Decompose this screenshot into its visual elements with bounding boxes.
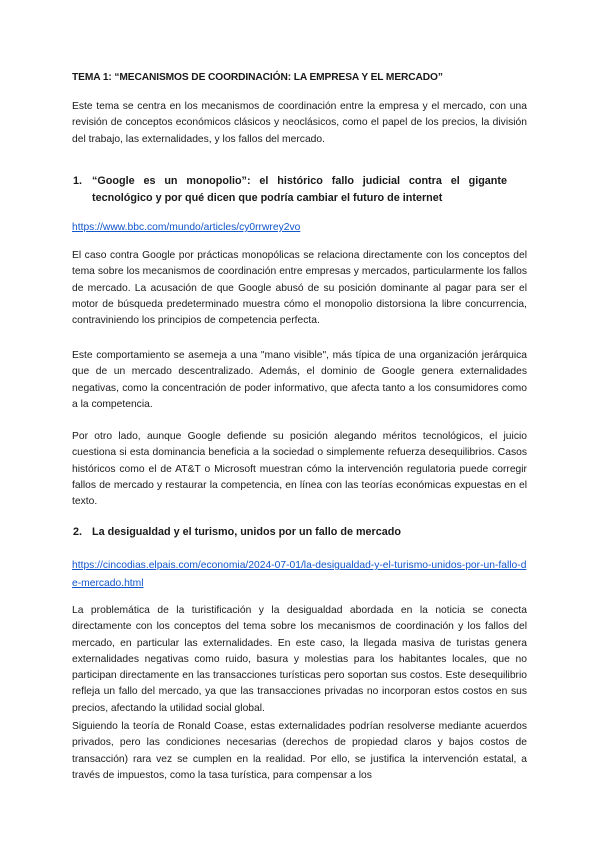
section-1-link-line [72, 218, 527, 236]
section-1-title: “Google es un monopolio”: el histórico fallo judicial contra el gigante tecnológico y por qué dicen que podría cambiar el futuro de internet [92, 175, 507, 204]
section-1-heading [73, 173, 507, 207]
section-2-link[interactable]: https://cincodias.elpais.com/economia/2024-07-01/la-desigualdad-y-el-turismo-unidos-por-un-fallo-de-mercado.html [72, 560, 527, 590]
section-1-number: 1. [73, 175, 83, 187]
section-2-number: 2. [73, 526, 83, 538]
section-1-link[interactable]: https://www.bbc.com/mundo/articles/cy0rrwrey2vo [72, 222, 301, 233]
section-2-paragraph-1: La problemática de la turistificación y la desigualdad abordada en la noticia se conecta directamente con los conceptos del tema sobre los mecanismos de coordinación y los fallos del mercado, en particular las externalidades. En este caso, la llegada masiva de turistas genera externalidades negativas como ruido, basura y molestias para los habitantes locales, que no participan directamente en las transacciones turísticas pero soportan sus costos. Este desequilibrio refleja un fallo del mercado, ya que las transacciones privadas no incorporan estos costos en sus precios, afectando la utilidad social global. [72, 605, 527, 714]
section-1-paragraph-3: Por otro lado, aunque Google defiende su posición alegando méritos tecnológicos, el juicio cuestiona si esta dominancia beneficia a la sociedad o simplemente refuerza desequilibrios. Casos históricos como el de AT&T o Microsoft muestran cómo la intervención regulatoria puede corregir fallos de mercado y restaurar la competencia, en línea con las teorías económicas expuestas en el texto. [72, 431, 527, 508]
section-1-paragraph-1: El caso contra Google por prácticas monopólicas se relaciona directamente con los conceptos del tema sobre los mecanismos de coordinación entre empresas y mercados, particularmente los fallos de mercado. La acusación de que Google abusó de su posición dominante al pagar para ser el motor de búsqueda predeterminado muestra cómo el monopolio distorsiona la libre concurrencia, contraviniendo los principios de competencia perfecta. [72, 250, 527, 327]
document-title: TEMA 1: “MECANISMOS DE COORDINACIÓN: LA EMPRESA Y EL MERCADO” [72, 72, 443, 83]
intro-paragraph: Este tema se centra en los mecanismos de coordinación entre la empresa y el mercado, con una revisión de conceptos económicos clásicos y neoclásicos, como el papel de los precios, la división del trabajo, las externalidades, y los fallos del mercado. [72, 101, 527, 145]
section-2-link-line [72, 556, 527, 593]
section-2-heading [73, 524, 522, 541]
section-2-paragraph-2: Siguiendo la teoría de Ronald Coase, estas externalidades podrían resolverse mediante acuerdos privados, pero las condiciones necesarias (derechos de propiedad claros y bajos costos de transacción) rara vez se cumplen en la realidad. Por ello, se justifica la intervención estatal, a través de impuestos, como la tasa turística, para compensar a los [72, 721, 527, 781]
section-2-title: La desigualdad y el turismo, unidos por un fallo de mercado [92, 526, 401, 538]
section-1-paragraph-2: Este comportamiento se asemeja a una "mano visible", más típica de una organización jerárquica que de un mercado descentralizado. Además, el dominio de Google genera externalidades negativas, como la concentración de poder informativo, que afecta tanto a los consumidores como a la competencia. [72, 350, 527, 410]
